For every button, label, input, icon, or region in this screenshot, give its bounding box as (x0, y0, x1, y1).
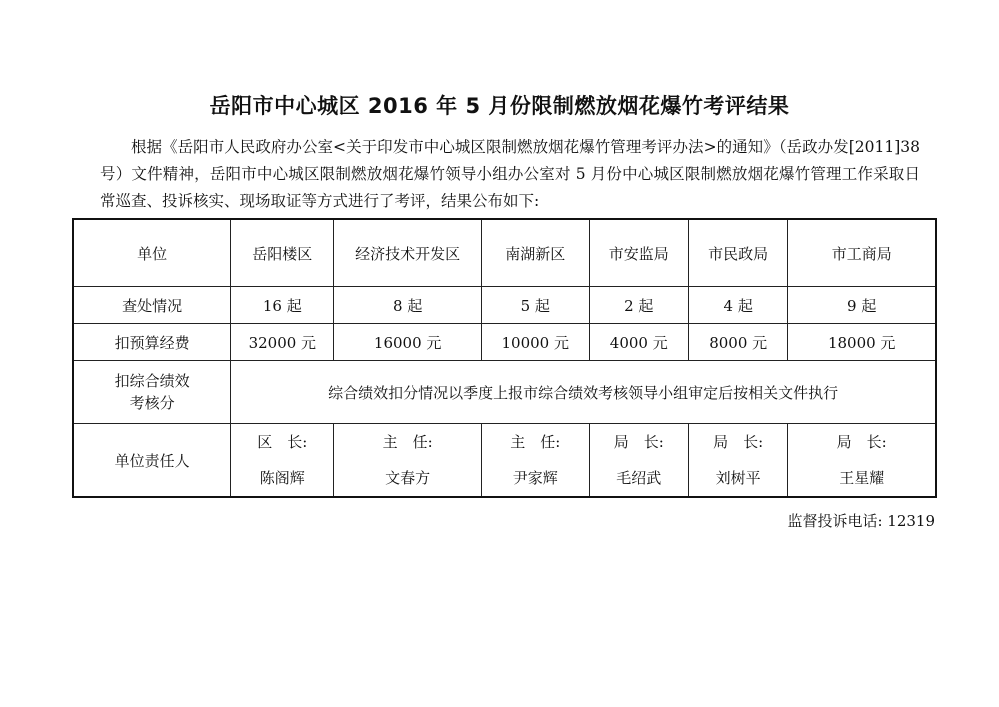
responsible-title: 主 任: (382, 433, 433, 451)
responsible-name: 刘树平 (715, 469, 761, 487)
responsible-title: 局 长: (836, 433, 887, 451)
composite-label-line1: 扣综合绩效 (114, 372, 190, 390)
responsible-name: 尹家辉 (512, 469, 558, 487)
table-cell: 32000 元 (231, 324, 334, 361)
table-cell: 16000 元 (334, 324, 482, 361)
responsible-cell (231, 424, 334, 498)
table-cell: 16 起 (231, 287, 334, 324)
header-cell-safety-bureau: 市安监局 (589, 219, 688, 287)
header-cell-nanhu: 南湖新区 (481, 219, 589, 287)
row-label-cases: 查处情况 (73, 287, 231, 324)
responsible-name: 陈阁辉 (259, 469, 305, 487)
responsible-name: 文春方 (385, 469, 431, 487)
responsible-name: 毛绍武 (616, 469, 662, 487)
table-cell: 10000 元 (481, 324, 589, 361)
responsible-title: 局 长: (713, 433, 764, 451)
responsible-cell (589, 424, 688, 498)
responsible-title: 主 任: (510, 433, 561, 451)
row-label-budget-deduction: 扣预算经费 (73, 324, 231, 361)
row-label-responsible: 单位责任人 (73, 424, 231, 498)
responsible-title: 区 长: (257, 433, 308, 451)
table-cell: 4 起 (688, 287, 787, 324)
responsible-cell (688, 424, 787, 498)
table-row (73, 287, 936, 324)
table-cell: 8000 元 (688, 324, 787, 361)
responsible-cell (788, 424, 936, 498)
composite-note-cell: 综合绩效扣分情况以季度上报市综合绩效考核领导小组审定后按相关文件执行 (231, 361, 936, 424)
table-cell: 4000 元 (589, 324, 688, 361)
responsible-cell (481, 424, 589, 498)
intro-paragraph: 根据《岳阳市人民政府办公室<关于印发市中心城区限制燃放烟花爆竹管理考评办法>的通知》（岳政办发[2011]38 号）文件精神，岳阳市中心城区限制燃放烟花爆竹领导小组办公室对 5 月份中心城区限制燃放烟花爆竹管理工作采取日常巡查、投诉核实、现场取证等方式进行了考评，结果公布如下: (100, 138, 920, 210)
header-cell-civil-affairs: 市民政局 (688, 219, 787, 287)
table-cell: 8 起 (334, 287, 482, 324)
responsible-title: 局 长: (613, 433, 664, 451)
table-cell: 2 起 (589, 287, 688, 324)
header-cell-commerce-bureau: 市工商局 (788, 219, 936, 287)
table-row-responsible (73, 424, 936, 498)
row-label-composite-score (73, 361, 231, 424)
table-cell: 18000 元 (788, 324, 936, 361)
header-cell-econ-dev-zone: 经济技术开发区 (334, 219, 482, 287)
complaint-hotline: 监督投诉电话: 12319 (787, 512, 935, 530)
table-cell: 9 起 (788, 287, 936, 324)
header-cell-yueyanglou: 岳阳楼区 (231, 219, 334, 287)
responsible-cell (334, 424, 482, 498)
table-cell: 5 起 (481, 287, 589, 324)
table-row-composite (73, 361, 936, 424)
responsible-name: 王星耀 (839, 469, 885, 487)
composite-label-line2: 考核分 (129, 394, 175, 412)
results-table (72, 218, 937, 498)
table-row (73, 324, 936, 361)
table-header-row (73, 219, 936, 287)
header-cell-unit: 单位 (73, 219, 231, 287)
page-title: 岳阳市中心城区 2016 年 5 月份限制燃放烟花爆竹考评结果 (209, 94, 790, 118)
